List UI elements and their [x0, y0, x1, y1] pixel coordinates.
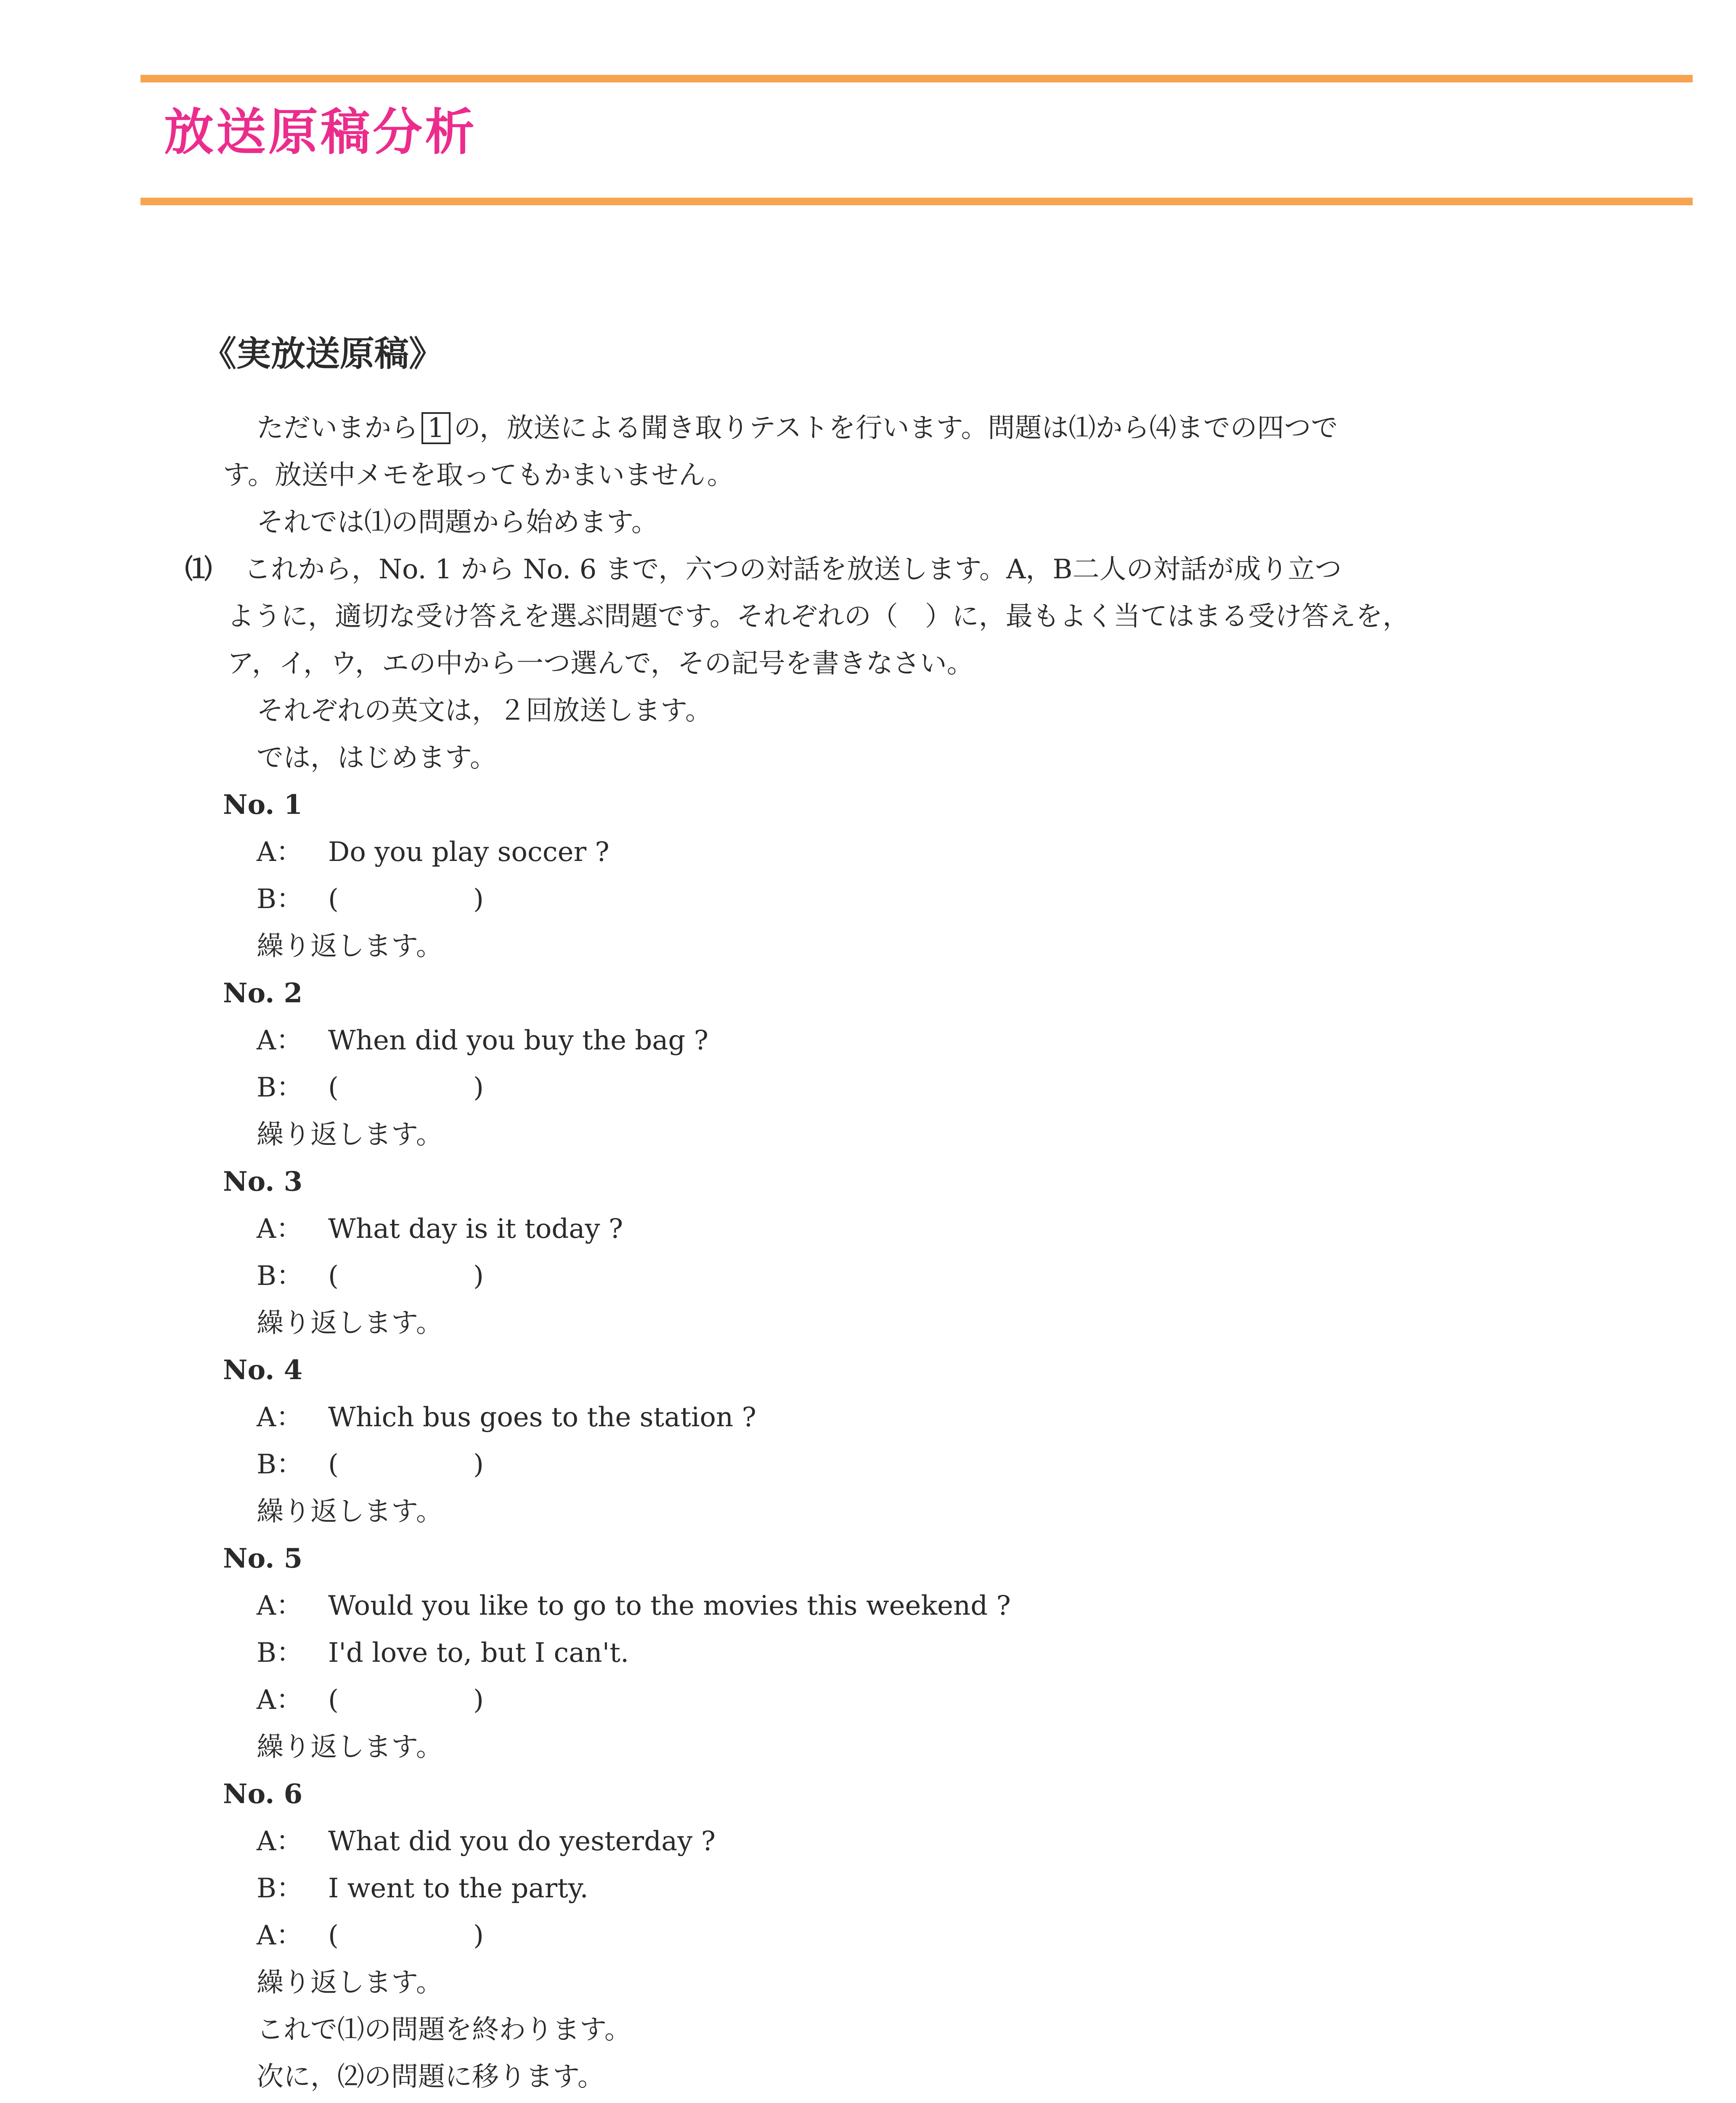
speaker-label: A： — [257, 1826, 303, 1857]
item-label: No. 3 — [223, 1166, 303, 1197]
intro-line-2: す。放送中メモを取ってもかまいません。 — [223, 460, 734, 491]
part1-instruction-1 — [185, 546, 1506, 593]
item-label: No. 4 — [223, 1354, 303, 1386]
dialogue-text: Would you like to go to the movies this weekend ? — [328, 1590, 1011, 1621]
header-bottom-rule — [140, 198, 1693, 205]
repeat-line: 繰り返します。 — [257, 931, 443, 962]
script-body — [185, 405, 1506, 2103]
repeat-line: 繰り返します。 — [257, 1967, 443, 1998]
speaker-label: A： — [257, 1590, 303, 1621]
answer-blank-line — [185, 1253, 1506, 1300]
blank-close: ) — [473, 1449, 484, 1480]
part1-number: ⑴ — [185, 554, 212, 585]
dialogue-line — [185, 1205, 1506, 1253]
intro-line-1 — [185, 405, 1506, 452]
answer-blank-line — [185, 1677, 1506, 1724]
answer-blank-line — [185, 876, 1506, 923]
speaker-label: B： — [257, 1072, 304, 1103]
dialogue-text: What did you do yesterday ? — [328, 1826, 716, 1857]
dialogue-line — [185, 1017, 1506, 1064]
blank-close: ) — [473, 1072, 484, 1103]
dialogue-text: I went to the party. — [328, 1873, 588, 1904]
part1-instruction-4: それぞれの英文は，２回放送します。 — [257, 695, 712, 726]
dialogue-line — [185, 1818, 1506, 1865]
item-label: No. 5 — [223, 1543, 303, 1574]
blank-open: ( — [328, 884, 339, 915]
repeat-line: 繰り返します。 — [257, 1308, 443, 1339]
section-heading: 《実放送原稿》 — [202, 334, 444, 374]
blank-close: ) — [473, 884, 484, 915]
speaker-label: A： — [257, 1685, 303, 1716]
blank-open: ( — [328, 1685, 339, 1716]
speaker-label: B： — [257, 1873, 304, 1904]
part2-number — [185, 2100, 244, 2103]
speaker-label: B： — [257, 1449, 304, 1480]
answer-blank-line — [185, 1064, 1506, 1111]
answer-blank-line — [185, 1912, 1506, 1959]
item-label: No. 6 — [223, 1778, 303, 1810]
intro-line-3: それでは⑴の問題から始めます。 — [257, 507, 658, 538]
speaker-label: B： — [257, 884, 304, 915]
speaker-label: A： — [257, 1402, 303, 1433]
speaker-label: A： — [257, 1025, 303, 1056]
part1-instruction-3: ア，イ，ウ，エの中から一つ選んで，その記号を書きなさい。 — [227, 648, 974, 679]
blank-open: ( — [328, 1449, 339, 1480]
blank-open: ( — [328, 1072, 339, 1103]
dialogue-text: I'd love to, but I can't. — [328, 1637, 629, 1669]
part1-end-line: これで⑴の問題を終わります。 — [257, 2014, 631, 2045]
speaker-label: B： — [257, 1261, 304, 1292]
instruction-text: これから，No. 1 から No. 6 まで，六つの対話を放送します。A，B二人の対話が成り立つ — [244, 554, 1342, 585]
repeat-line: 繰り返します。 — [257, 1119, 443, 1150]
part2-transition-line: 次に，⑵の問題に移ります。 — [257, 2061, 604, 2092]
repeat-line: 繰り返します。 — [257, 1732, 443, 1763]
part1-instruction-2: ように，適切な受け答えを選ぶ問題です。それぞれの（ ）に，最もよく当てはまる受け答えを， — [227, 601, 1410, 632]
dialogue-line — [185, 1865, 1506, 1912]
dialogue-text: What day is it today ? — [328, 1213, 623, 1245]
intro-text: の，放送による聞き取りテストを行います。問題は⑴から⑷までの四つで — [453, 413, 1338, 444]
part1-instruction-5: では，はじめます。 — [257, 742, 497, 773]
speaker-label: A： — [257, 1213, 303, 1245]
answer-blank-line — [185, 1441, 1506, 1488]
part2-instruction-1 — [185, 2100, 1506, 2103]
item-label: No. 1 — [223, 789, 303, 821]
blank-close: ) — [473, 1685, 484, 1716]
item-label: No. 2 — [223, 977, 303, 1009]
dialogue-text: When did you buy the bag ? — [328, 1025, 709, 1056]
blank-close: ) — [473, 1920, 484, 1951]
dialogue-text: Do you play soccer ? — [328, 837, 610, 868]
repeat-line: 繰り返します。 — [257, 1496, 443, 1527]
blank-close: ) — [473, 1261, 484, 1292]
speaker-label: A： — [257, 1920, 303, 1951]
dialogue-line — [185, 1582, 1506, 1629]
dialogue-text: Which bus goes to the station ? — [328, 1402, 756, 1433]
blank-open: ( — [328, 1261, 339, 1292]
header-top-rule — [140, 75, 1693, 82]
blank-open: ( — [328, 1920, 339, 1951]
speaker-label: B： — [257, 1637, 304, 1669]
dialogue-line — [185, 829, 1506, 876]
intro-text: ただいまから — [257, 413, 418, 444]
speaker-label: A： — [257, 837, 303, 868]
dialogue-line — [185, 1629, 1506, 1677]
dialogue-line — [185, 1394, 1506, 1441]
page-title: 放送原稿分析 — [164, 103, 477, 161]
problem-number-box: 1 — [421, 412, 451, 444]
